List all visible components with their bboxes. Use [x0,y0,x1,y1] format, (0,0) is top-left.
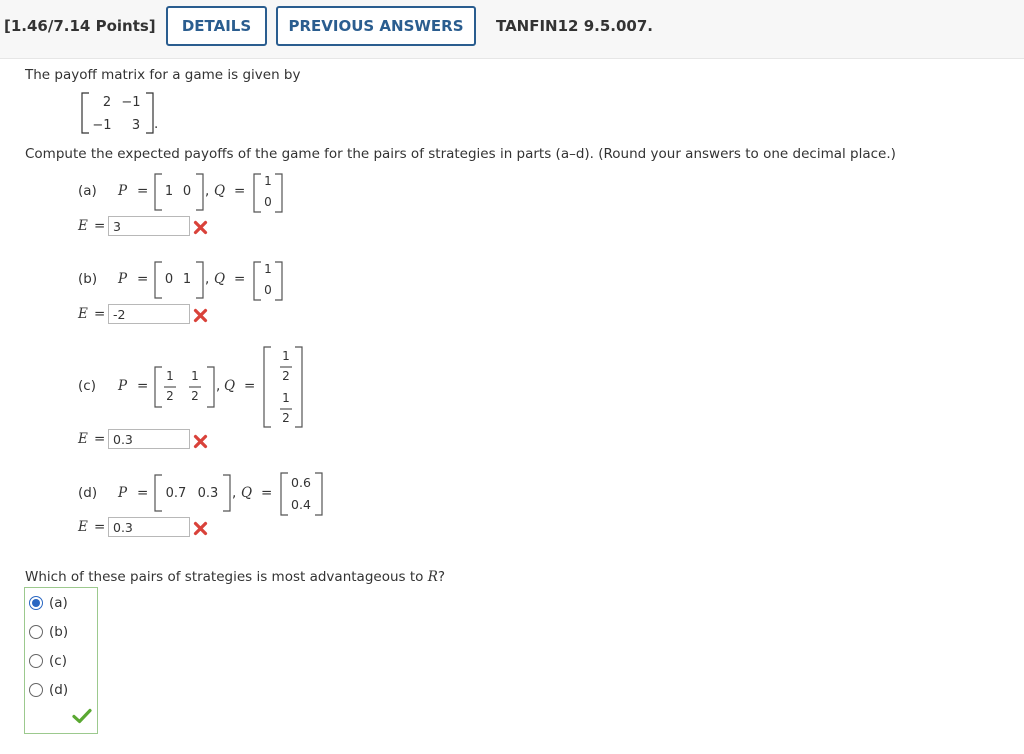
equals-sign: = [137,485,149,501]
q-entry-2: 0 [264,283,272,297]
fraction-bar [280,408,292,410]
equals-sign: = [261,485,273,501]
option-a[interactable] [29,593,68,613]
fraction-bar [189,386,201,388]
intro-text: The payoff matrix for a game is given by [25,67,301,83]
p-right-bracket [195,261,205,299]
p-entry-2: 0 [182,184,192,199]
q-right-bracket [274,261,284,301]
radio-button[interactable] [29,625,43,639]
matrix-left-bracket [80,92,90,134]
q-frac-1-den: 2 [282,369,290,383]
q-label: Q [214,183,226,199]
q-right-bracket [294,346,304,428]
p-entry-2: 1 [182,272,192,287]
p-label: P [118,485,128,501]
equals-sign: = [137,271,149,287]
fraction-bar [280,366,292,368]
option-c[interactable] [29,651,67,671]
radio-button-selected[interactable] [29,596,43,610]
points-label: [1.46/7.14 Points] [4,17,156,35]
e-label: E [78,431,88,447]
q-entry-2: 0 [264,195,272,209]
matrix-period: . [154,116,159,132]
p-left-bracket [153,474,163,512]
equals-sign: = [94,306,106,322]
p-frac-1-den: 2 [166,389,174,403]
comma: , [216,378,221,394]
problem-id: TANFIN12 9.5.007. [496,17,653,35]
answer-input-b[interactable]: -2 [108,304,190,324]
e-label: E [78,306,88,322]
matrix-cell-12: −1 [121,95,141,110]
p-right-bracket [206,366,216,408]
part-d-label: (d) [78,485,98,501]
equals-sign: = [94,218,106,234]
q-frac-1-num: 1 [282,349,290,363]
q-entry-1: 0.6 [291,475,311,490]
p-entry-2: 0.3 [197,486,219,501]
q-label: Q [214,271,226,287]
p-right-bracket [195,173,205,211]
equals-sign: = [94,431,106,447]
equals-sign: = [234,183,246,199]
option-b[interactable] [29,622,68,642]
answer-input-d[interactable]: 0.3 [108,517,190,537]
matrix-cell-22: 3 [131,118,141,133]
part-a-label: (a) [78,183,97,199]
x-icon [193,220,208,235]
instruction-text: Compute the expected payoffs of the game for the pairs of strategies in parts (a–d). (Round your answers to one decimal place.) [25,146,896,162]
radio-button[interactable] [29,654,43,668]
comma: , [205,271,210,287]
q-left-bracket [262,346,272,428]
answer-input-c[interactable]: 0.3 [108,429,190,449]
radio-button[interactable] [29,683,43,697]
p-label: P [118,271,128,287]
option-label: (c) [49,653,67,669]
x-icon [193,308,208,323]
p-frac-2-num: 1 [191,369,199,383]
comma: , [205,183,210,199]
p-left-bracket [153,366,163,408]
q-frac-2-den: 2 [282,411,290,425]
question-header [0,0,1024,59]
comma: , [232,485,237,501]
equals-sign: = [234,271,246,287]
e-label: E [78,519,88,535]
x-icon [193,521,208,536]
option-label: (a) [49,595,68,611]
question-text: Which of these pairs of strategies is most advantageous to R? [25,569,446,585]
equals-sign: = [137,183,149,199]
p-label: P [118,378,128,394]
q-label: Q [224,378,236,394]
q-entry-2: 0.4 [291,497,311,512]
equals-sign: = [94,519,106,535]
p-entry-1: 1 [164,184,174,199]
q-entry-1: 1 [264,262,272,276]
q-right-bracket [274,173,284,213]
previous-answers-button[interactable]: PREVIOUS ANSWERS [276,6,476,46]
equals-sign: = [137,378,149,394]
part-c-label: (c) [78,378,96,394]
p-label: P [118,183,128,199]
matrix-cell-11: 2 [102,95,112,110]
option-label: (b) [49,624,69,640]
q-right-bracket [314,472,324,516]
option-d[interactable] [29,680,68,700]
x-icon [193,434,208,449]
q-frac-2-num: 1 [282,391,290,405]
equals-sign: = [244,378,256,394]
fraction-bar [164,386,176,388]
p-frac-1-num: 1 [166,369,174,383]
e-label: E [78,218,88,234]
p-entry-1: 0.7 [165,486,187,501]
answer-input-a[interactable]: 3 [108,216,190,236]
q-entry-1: 1 [264,174,272,188]
checkmark-icon [72,708,92,724]
q-label: Q [241,485,253,501]
part-b-label: (b) [78,271,98,287]
p-entry-1: 0 [164,272,174,287]
matrix-cell-21: −1 [92,118,112,133]
p-frac-2-den: 2 [191,389,199,403]
details-button[interactable]: DETAILS [166,6,267,46]
p-right-bracket [222,474,232,512]
option-label: (d) [49,682,69,698]
